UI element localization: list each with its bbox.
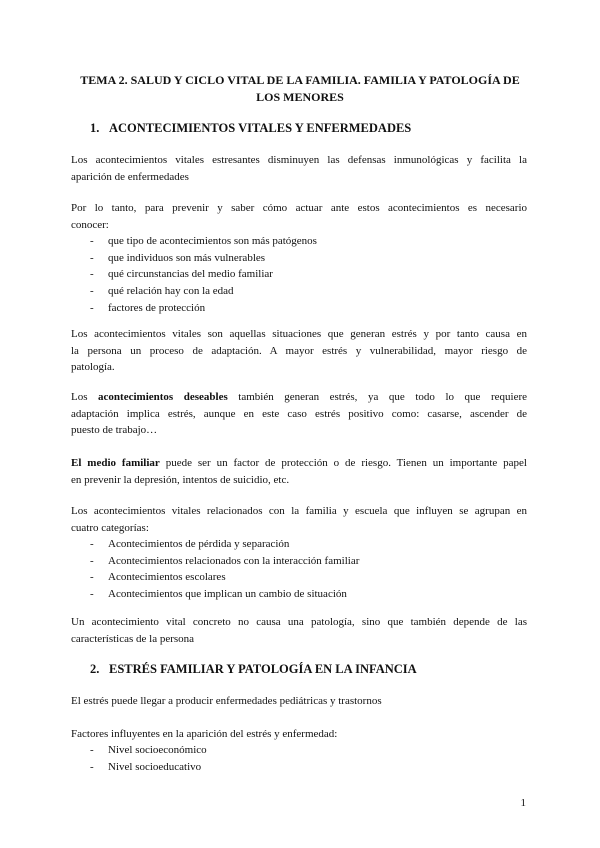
paragraph-3-line-3: patología. xyxy=(71,361,115,374)
list-factors xyxy=(90,233,317,317)
section-1-title: ACONTECIMIENTOS VITALES Y ENFERMEDADES xyxy=(109,121,412,135)
list-item: - Acontecimientos escolares xyxy=(90,569,359,586)
section-1-heading xyxy=(90,121,411,136)
paragraph-6-line-1: Los acontecimientos vitales relacionados con la familia y escuela que influyen se agrupan en xyxy=(71,505,527,517)
paragraph-6 xyxy=(71,503,527,536)
list-item: - que tipo de acontecimientos son más patógenos xyxy=(90,233,317,250)
paragraph-5-line-2: en prevenir la depresión, intentos de suicidio, etc. xyxy=(71,473,290,486)
section-1-number: 1. xyxy=(90,121,100,135)
paragraph-4-bold: acontecimientos deseables xyxy=(98,391,228,403)
page-title xyxy=(70,72,530,106)
paragraph-2 xyxy=(71,200,527,233)
list-item: - Acontecimientos de pérdida y separación xyxy=(90,536,359,553)
paragraph-1-line-1: Los acontecimientos vitales estresantes disminuyen las defensas inmunológicas y facilita la xyxy=(71,154,527,166)
paragraph-7 xyxy=(71,614,527,647)
paragraph-5 xyxy=(71,455,527,488)
paragraph-4 xyxy=(71,389,527,439)
paragraph-4-line-2: adaptación implica estrés, aunque en este caso estrés positivo como: casarse, ascender de xyxy=(71,407,527,420)
list-item: - que individuos son más vulnerables xyxy=(90,250,317,267)
paragraph-8 xyxy=(71,693,527,710)
list-item: - Nivel socioeducativo xyxy=(90,759,207,776)
paragraph-3 xyxy=(71,326,527,376)
paragraph-3-line-1: Los acontecimientos vitales son aquellas situaciones que generan estrés y por tanto causa en xyxy=(71,328,527,340)
paragraph-1 xyxy=(71,152,527,185)
paragraph-6-line-2: cuatro categorías: xyxy=(71,521,149,534)
section-2-number: 2. xyxy=(90,662,100,676)
section-2-heading xyxy=(90,662,417,677)
paragraph-7-line-1: Un acontecimiento vital concreto no causa una patología, sino que también depende de las xyxy=(71,616,527,628)
paragraph-7-line-2: características de la persona xyxy=(71,632,195,645)
list-item: - Nivel socioeconómico xyxy=(90,742,207,759)
paragraph-5-line-1 xyxy=(71,455,527,472)
list-item: - factores de protección xyxy=(90,300,317,317)
title-line-1: TEMA 2. SALUD Y CICLO VITAL DE LA FAMILIA. FAMILIA Y PATOLOGÍA DE xyxy=(80,73,520,87)
page-number: 1 xyxy=(520,797,526,809)
paragraph-9 xyxy=(71,726,527,743)
paragraph-4-line-3: puesto de trabajo… xyxy=(71,424,158,437)
paragraph-4-lead: Los xyxy=(71,391,88,403)
title-line-2: LOS MENORES xyxy=(256,90,344,104)
list-item: - Acontecimientos relacionados con la interacción familiar xyxy=(90,553,359,570)
paragraph-5-line-1-rest: puede ser un factor de protección o de riesgo. Tienen un importante papel xyxy=(165,457,527,469)
paragraph-1-line-2: aparición de enfermedades xyxy=(71,170,189,183)
paragraph-3-line-2: la persona un proceso de adaptación. A mayor estrés y vulnerabilidad, mayor riesgo de xyxy=(71,344,527,357)
paragraph-2-line-2: conocer: xyxy=(71,218,109,231)
paragraph-4-line-1-rest: también generan estrés, ya que todo lo que requiere xyxy=(238,391,527,403)
list-item: - qué circunstancias del medio familiar xyxy=(90,266,317,283)
list-influencing-factors xyxy=(90,742,207,775)
paragraph-4-line-1 xyxy=(71,389,527,406)
list-item: - qué relación hay con la edad xyxy=(90,283,317,300)
paragraph-5-bold: El medio familiar xyxy=(71,457,160,469)
list-item: - Acontecimientos que implican un cambio de situación xyxy=(90,586,359,603)
paragraph-9-line-1: Factores influyentes en la aparición del estrés y enfermedad: xyxy=(71,728,338,740)
paragraph-2-line-1: Por lo tanto, para prevenir y saber cómo actuar ante estos acontecimientos es necesario xyxy=(71,202,527,214)
list-categories xyxy=(90,536,359,603)
section-2-title: ESTRÉS FAMILIAR Y PATOLOGÍA EN LA INFANCIA xyxy=(109,662,417,676)
paragraph-8-line-1: El estrés puede llegar a producir enfermedades pediátricas y trastornos xyxy=(71,695,382,707)
